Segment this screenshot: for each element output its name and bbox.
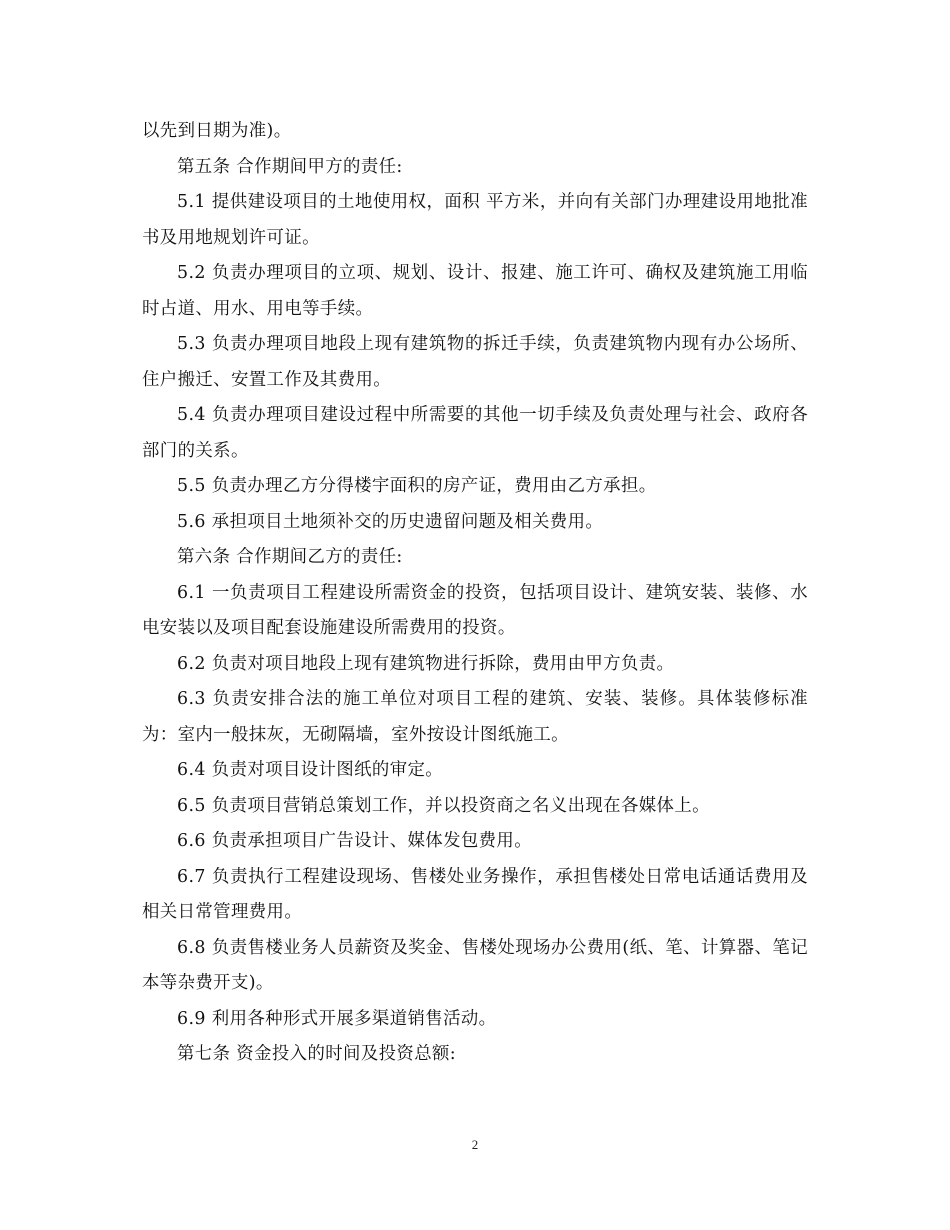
article-6-heading: 第六条 合作期间乙方的责任: [177, 547, 403, 567]
clause-6-5: 6.5 负责项目营销总策划工作，并以投资商之名义出现在各媒体上。 [177, 795, 710, 816]
clause-6-6: 6.6 负责承担项目广告设计、媒体发包费用。 [177, 831, 533, 851]
clause-6-4: 6.4 负责对项目设计图纸的审定。 [177, 760, 444, 780]
document-body [142, 114, 808, 1073]
clause-6-8: 6.8 负责售楼业务人员薪资及奖金、售楼处现场办公费用(纸、笔、计算器、笔记本等杂费开支)。 [142, 937, 808, 993]
clause-6-1: 6.1 一负责项目工程建设所需资金的投资，包括项目设计、建筑安装、装修、水电安装以及项目配套设施建设所需费用的投资。 [142, 582, 808, 638]
paragraph-continuation: 以先到日期为准)。 [142, 121, 292, 141]
clause-5-2: 5.2 负责办理项目的立项、规划、设计、报建、施工许可、确权及建筑施工用临时占道、用水、用电等手续。 [142, 263, 808, 319]
article-5-heading: 第五条 合作期间甲方的责任: [177, 156, 403, 177]
clause-6-7: 6.7 负责执行工程建设现场、售楼处业务操作，承担售楼处日常电话通话费用及相关日常管理费用。 [142, 866, 808, 922]
clause-5-4: 5.4 负责办理项目建设过程中所需要的其他一切手续及负责处理与社会、政府各部门的关系。 [142, 405, 808, 461]
clause-5-1: 5.1 提供建设项目的土地使用权，面积 平方米，并向有关部门办理建设用地批准书及用地规划许可证。 [142, 192, 808, 248]
article-7-heading: 第七条 资金投入的时间及投资总额: [177, 1044, 457, 1064]
clause-5-3: 5.3 负责办理项目地段上现有建筑物的拆迁手续，负责建筑物内现有办公场所、住户搬迁、安置工作及其费用。 [142, 334, 808, 390]
clause-6-2: 6.2 负责对项目地段上现有建筑物进行拆除，费用由甲方负责。 [177, 653, 675, 674]
page-number: 2 [471, 1137, 479, 1152]
clause-6-3: 6.3 负责安排合法的施工单位对项目工程的建筑、安装、装修。具体装修标准为：室内一般抹灰，无砌隔墙，室外按设计图纸施工。 [142, 689, 808, 745]
clause-5-5: 5.5 负责办理乙方分得楼宇面积的房产证，费用由乙方承担。 [177, 476, 657, 496]
clause-6-9: 6.9 利用各种形式开展多渠道销售活动。 [177, 1008, 497, 1029]
clause-5-6: 5.6 承担项目土地须补交的历史遗留问题及相关费用。 [177, 511, 604, 532]
